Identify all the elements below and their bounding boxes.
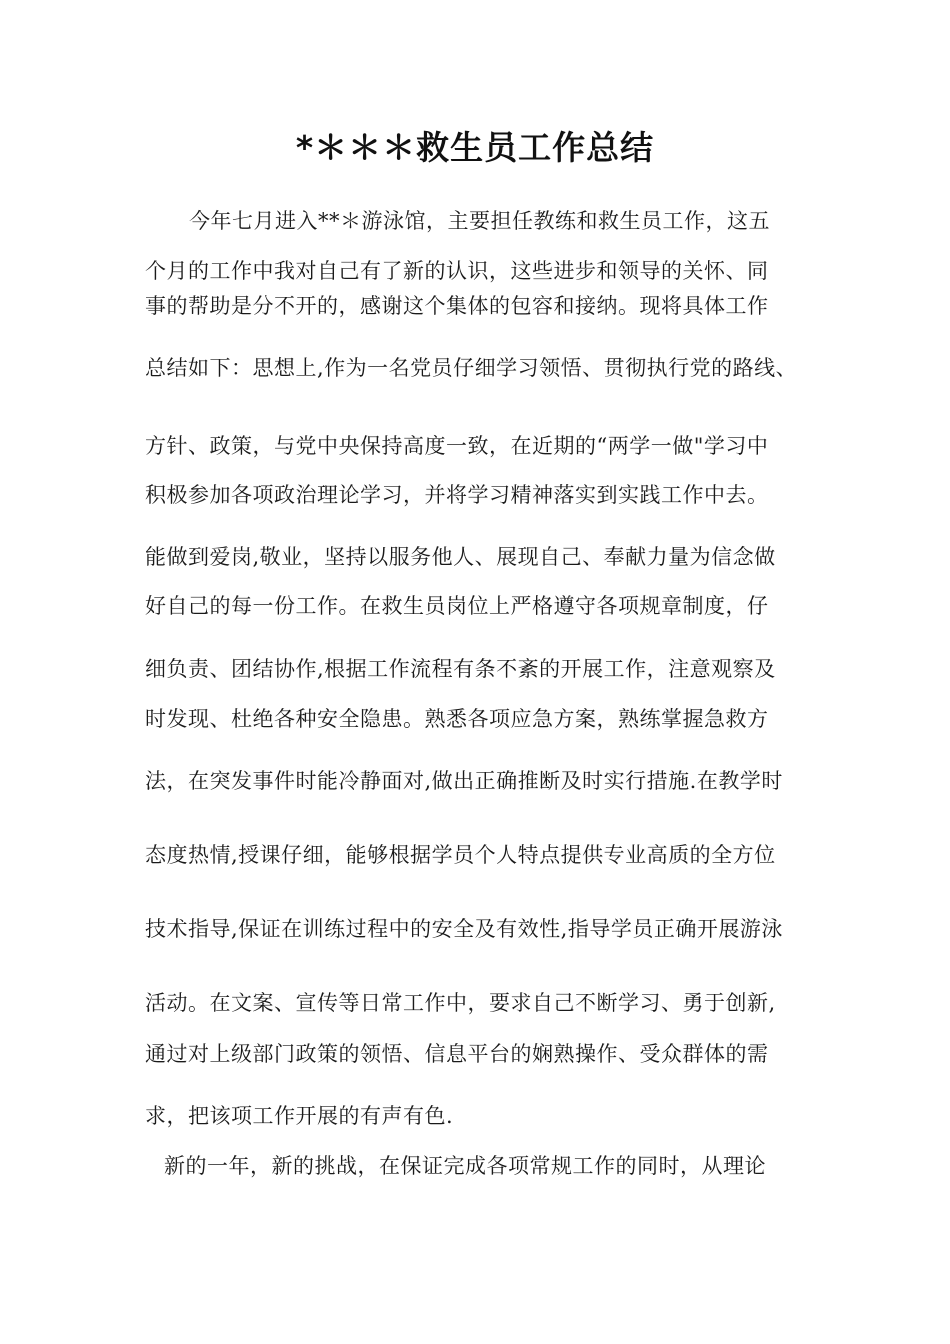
body-line: 求，把该项工作开展的有声有色. [145,1104,454,1128]
body-line: 细负责、团结协作,根据工作流程有条不紊的开展工作，注意观察及 [145,657,776,681]
body-line: 个月的工作中我对自己有了新的认识，这些进步和领导的关怀、同 [145,259,769,283]
body-line: 时发现、杜绝各种安全隐患。熟悉各项应急方案，熟练掌握急救方 [145,707,769,731]
body-line: 新的一年，新的挑战，在保证完成各项常规工作的同时，从理论 [164,1154,766,1178]
body-line: 方针、政策，与党中央保持高度一致，在近期的“两学一做"学习中 [145,434,769,458]
body-line: 总结如下：思想上,作为一名党员仔细学习领悟、贯彻执行党的路线、 [145,356,798,380]
body-line: 事的帮助是分不开的，感谢这个集体的包容和接纳。现将具体工作 [145,294,769,318]
body-line: 通过对上级部门政策的领悟、信息平台的娴熟操作、受众群体的需 [145,1042,769,1066]
body-line: 能做到爱岗,敬业，坚持以服务他人、展现自己、奉献力量为信念做 [145,545,776,569]
body-line: 态度热情,授课仔细，能够根据学员个人特点提供专业高质的全方位 [145,843,776,867]
body-line: 今年七月进入**＊游泳馆，主要担任教练和救生员工作，这五 [189,209,770,233]
body-line: 积极参加各项政治理论学习，并将学习精神落实到实践工作中去。 [145,483,769,507]
body-line: 法，在突发事件时能冷静面对,做出正确推断及时实行措施.在教学时 [145,769,783,793]
body-line: 好自己的每一份工作。在救生员岗位上严格遵守各项规章制度，仔 [145,594,769,618]
body-line: 技术指导,保证在训练过程中的安全及有效性,指导学员正确开展游泳 [145,917,783,941]
body-line: 活动。在文案、宣传等日常工作中，要求自己不断学习、勇于创新, [145,991,776,1015]
document-title: *＊＊＊救生员工作总结 [295,128,655,167]
